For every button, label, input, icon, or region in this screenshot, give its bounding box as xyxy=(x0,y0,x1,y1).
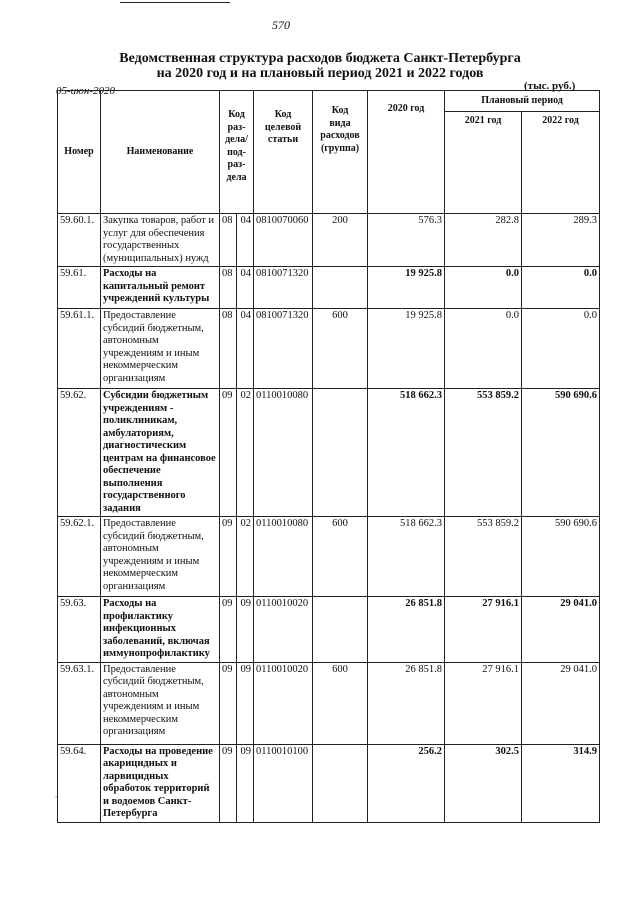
title-line-1: Ведомственная структура расходов бюджета Санкт-Петербурга xyxy=(119,51,521,66)
row-number: 59.61. xyxy=(58,267,101,309)
row-target-code: 0110010080 xyxy=(254,389,313,517)
row-target-code: 0810070060 xyxy=(254,214,313,267)
row-subsection: 09 xyxy=(237,744,254,822)
row-subsection: 09 xyxy=(237,597,254,663)
header-2020: 2020 год xyxy=(368,91,445,214)
document-date: 05-июн-2020 xyxy=(56,85,116,97)
row-name: Закупка товаров, работ и услуг для обеспечения государственных (муниципальных) нужд xyxy=(101,214,220,267)
row-value-2020: 518 662.3 xyxy=(368,517,445,597)
row-value-2021: 302.5 xyxy=(445,744,522,822)
row-value-2021: 0.0 xyxy=(445,309,522,389)
table-row xyxy=(58,309,600,389)
row-name: Субсидии бюджетным учреждениям - поликлиникам, амбулаториям, диагностическим центрам на финансовое обеспечение выполнения государственного задания xyxy=(101,389,220,517)
row-value-2021: 0.0 xyxy=(445,267,522,309)
row-subsection: 02 xyxy=(237,389,254,517)
header-expense-type: Код вида расходов (группа) xyxy=(313,91,368,214)
row-target-code: 0110010080 xyxy=(254,517,313,597)
row-expense-type xyxy=(313,389,368,517)
row-value-2020: 19 925.8 xyxy=(368,309,445,389)
row-section: 09 xyxy=(220,517,237,597)
page-number: 570 xyxy=(272,18,290,32)
row-subsection: 04 xyxy=(237,267,254,309)
row-value-2021: 27 916.1 xyxy=(445,662,522,744)
row-value-2021: 553 859.2 xyxy=(445,517,522,597)
row-value-2022: 289.3 xyxy=(522,214,600,267)
row-expense-type: 600 xyxy=(313,662,368,744)
table-row xyxy=(58,597,600,663)
row-number: 59.63. xyxy=(58,597,101,663)
row-target-code: 0110010020 xyxy=(254,597,313,663)
row-value-2022: 0.0 xyxy=(522,267,600,309)
header-2021: 2021 год xyxy=(445,112,522,214)
row-name: Предоставление субсидий бюджетным, автономным учреждениям и иным некоммерческим организациям xyxy=(101,662,220,744)
row-target-code: 0810071320 xyxy=(254,309,313,389)
row-name: Предоставление субсидий бюджетным, автономным учреждениям и иным некоммерческим организациям xyxy=(101,309,220,389)
row-value-2020: 26 851.8 xyxy=(368,662,445,744)
row-section: 08 xyxy=(220,214,237,267)
row-expense-type: 200 xyxy=(313,214,368,267)
row-section: 09 xyxy=(220,389,237,517)
row-value-2022: 590 690.6 xyxy=(522,517,600,597)
row-expense-type xyxy=(313,267,368,309)
row-subsection: 04 xyxy=(237,309,254,389)
row-expense-type: 600 xyxy=(313,517,368,597)
row-number: 59.64. xyxy=(58,744,101,822)
row-target-code: 0110010020 xyxy=(254,662,313,744)
row-value-2021: 27 916.1 xyxy=(445,597,522,663)
table-row xyxy=(58,214,600,267)
row-number: 59.61.1. xyxy=(58,309,101,389)
row-number: 59.63.1. xyxy=(58,662,101,744)
row-expense-type xyxy=(313,597,368,663)
header-planned-period: Плановый период xyxy=(445,91,600,112)
row-target-code: 0110010100 xyxy=(254,744,313,822)
row-name: Расходы на профилактику инфекционных заболеваний, включая иммунопрофилактику xyxy=(101,597,220,663)
table-row xyxy=(58,662,600,744)
row-value-2020: 26 851.8 xyxy=(368,597,445,663)
row-section: 09 xyxy=(220,597,237,663)
top-rule xyxy=(120,2,230,3)
row-subsection: 09 xyxy=(237,662,254,744)
row-target-code: 0810071320 xyxy=(254,267,313,309)
row-value-2022: 314.9 xyxy=(522,744,600,822)
row-section: 09 xyxy=(220,662,237,744)
row-value-2021: 282.8 xyxy=(445,214,522,267)
header-row-1 xyxy=(58,91,600,112)
row-expense-type xyxy=(313,744,368,822)
row-value-2022: 29 041.0 xyxy=(522,597,600,663)
header-2022: 2022 год xyxy=(522,112,600,214)
header-target: Код целевой статьи xyxy=(254,91,313,214)
row-value-2020: 256.2 xyxy=(368,744,445,822)
row-expense-type: 600 xyxy=(313,309,368,389)
row-section: 09 xyxy=(220,744,237,822)
title-line-2: на 2020 год и на плановый период 2021 и 2022 годов xyxy=(156,66,484,81)
header-section: Код раз- дела/ под- раз- дела xyxy=(220,91,254,214)
document-title xyxy=(60,51,580,81)
row-number: 59.62. xyxy=(58,389,101,517)
row-name: Расходы на капитальный ремонт учреждений культуры xyxy=(101,267,220,309)
header-name: Наименование xyxy=(101,91,220,214)
row-subsection: 04 xyxy=(237,214,254,267)
row-number: 59.60.1. xyxy=(58,214,101,267)
row-value-2020: 518 662.3 xyxy=(368,389,445,517)
margin-mark: - xyxy=(55,792,58,801)
row-section: 08 xyxy=(220,309,237,389)
budget-table xyxy=(57,90,600,823)
row-value-2022: 590 690.6 xyxy=(522,389,600,517)
units-label: (тыс. руб.) xyxy=(524,80,576,92)
row-name: Предоставление субсидий бюджетным, автономным учреждениям и иным некоммерческим организациям xyxy=(101,517,220,597)
row-subsection: 02 xyxy=(237,517,254,597)
table-row xyxy=(58,517,600,597)
row-name: Расходы на проведение акарицидных и ларвицидных обработок территорий и водоемов Санкт-Петербурга xyxy=(101,744,220,822)
row-number: 59.62.1. xyxy=(58,517,101,597)
row-section: 08 xyxy=(220,267,237,309)
row-value-2020: 19 925.8 xyxy=(368,267,445,309)
header-number: Номер xyxy=(58,91,101,214)
row-value-2022: 0.0 xyxy=(522,309,600,389)
row-value-2022: 29 041.0 xyxy=(522,662,600,744)
table-row xyxy=(58,389,600,517)
table-row xyxy=(58,744,600,822)
table-row xyxy=(58,267,600,309)
row-value-2021: 553 859.2 xyxy=(445,389,522,517)
row-value-2020: 576.3 xyxy=(368,214,445,267)
